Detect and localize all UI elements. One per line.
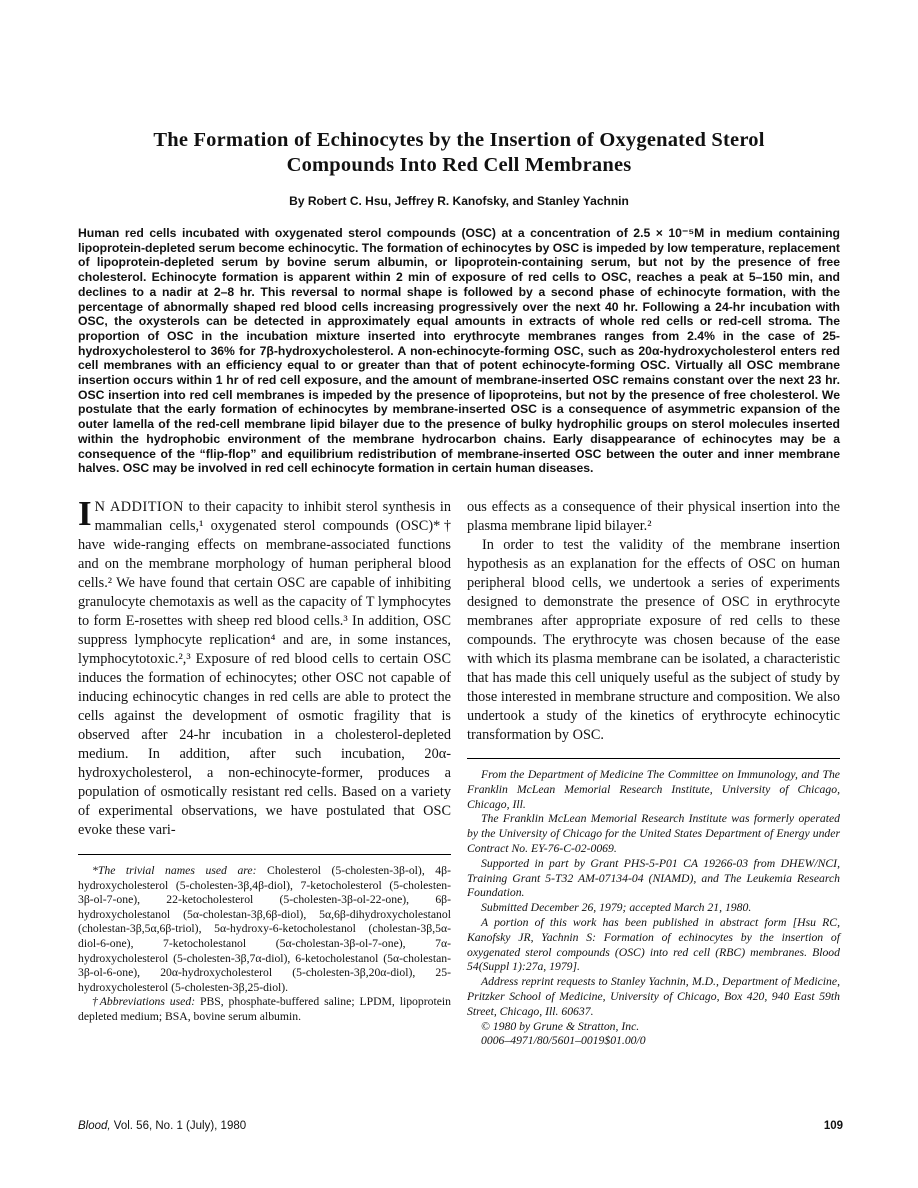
- intro-paragraph: [78, 493, 451, 840]
- footnote-abbrev-label: †Abbreviations used:: [92, 995, 196, 1009]
- footnote-abbreviations: [78, 995, 451, 1024]
- affiliation-block: [467, 758, 840, 1049]
- right-column: [467, 498, 840, 1049]
- footnote-abbrev-text: PBS, phosphate-buffered saline; LPDM, lipoprotein depleted medium; BSA, bovine serum albumin.: [78, 995, 451, 1023]
- continuation-paragraph: ous effects as a consequence of their physical insertion into the plasma membrane lipid bilayer.²: [467, 498, 840, 534]
- body-paragraph: In order to test the validity of the membrane insertion hypothesis as an explanation for the effects of OSC on human peripheral blood cells, we undertook a series of experiments designed to demonstrate the presence of OSC in erythrocyte membranes after appropriate exposure of red cells to these compounds. The erythrocyte was chosen because of the ease with which its plasma membrane can be isolated, a characteristic that has made this cell uniquely useful as the subject of study by those interested in membrane structure and composition. We also undertook a study of the kinetics of erythrocyte echinocytic transformation by OSC.: [467, 536, 840, 743]
- right-column-text: [467, 498, 840, 745]
- intro-lead-caps: N ADDITION: [94, 498, 184, 515]
- article-title: [78, 128, 840, 178]
- footer-journal-name: Blood,: [78, 1120, 111, 1132]
- affiliation-paragraph: The Franklin McLean Memorial Research Institute was formerly operated by the University of Chicago for the United States Department of Energy under Contract No. EY-76-C-02-0069.: [467, 812, 840, 855]
- byline: By Robert C. Hsu, Jeffrey R. Kanofsky, and Stanley Yachnin: [289, 194, 629, 208]
- footnote-block: [78, 854, 451, 1025]
- affiliation-paragraph: A portion of this work has been published in abstract form [Hsu RC, Kanofsky JR, Yachnin S: Formation of echinocytes by the insertion of oxygenated sterol compounds (OSC) into red cell (RBC) membranes. Blood 54(Suppl 1):27a, 1979].: [467, 915, 840, 974]
- copyright-line: © 1980 by Grune & Stratton, Inc.: [481, 1019, 640, 1033]
- affiliation-paragraph: From the Department of Medicine The Committee on Immunology, and The Franklin McLean Memorial Research Institute, University of Chicago, Chicago, Ill.: [467, 767, 840, 811]
- two-column-body: [78, 493, 840, 1049]
- drop-cap: I: [78, 493, 92, 533]
- page-content: [78, 128, 840, 1049]
- footer-journal-info: Vol. 56, No. 1 (July), 1980: [110, 1120, 247, 1132]
- left-column: [78, 493, 451, 1049]
- intro-paragraph-text: to their capacity to inhibit sterol synthesis in mammalian cells,¹ oxygenated sterol compounds (OSC)*† have wide-ranging effects on membrane-associated functions and on the membrane morphology of human peripheral blood cells.² We have found that certain OSC are capable of inhibiting granulocyte chemotaxis as well as the capacity of T lymphocytes to form E-rosettes with sheep red blood cells.³ In addition, OSC suppress lymphocyte replication⁴ and are, in some instances, lymphocytotoxic.²,³ Exposure of red blood cells to certain OSC induces the formation of echinocytes; other OSC not capable of inducing echinocytic changes in red cells are able to protect the cells against the development of osmotic fragility that is observed after 24-hr incubation in a cholesterol-depleted medium. In addition, after such incubation, 20α-hydroxycholesterol, a non-echinocyte-former, produces a population of osmotically resistant red cells. Based on a variety of experimental observations, we have postulated that OSC evoke these vari-: [78, 498, 451, 838]
- left-column-text: [78, 493, 451, 840]
- affiliation-paragraph: Submitted December 26, 1979; accepted March 21, 1980.: [481, 901, 752, 915]
- footer-page-number: 109: [823, 1120, 843, 1132]
- page-footer: [78, 1120, 843, 1132]
- issn-line: 0006–4971/80/5601–0019$01.00/0: [481, 1034, 646, 1048]
- footnote-trivial-text: Cholesterol (5-cholesten-3β-ol), 4β-hydroxycholesterol (5-cholesten-3β,4β-diol), 7-ketocholesterol (5-cholesten-3β-ol-7-one), 22-ketocholesterol (5-cholesten-3β-ol-22-one), 6β-hydroxycholestanol (5α-cholestan-3β,6β-diol), 5α,6β-dihydroxycholestanol (cholestan-3β,5α,6β-triol), 5α-hydroxy-6-ketocholestanol (cholestan-3β,5α-diol-6-one), 7-ketocholestanol (5α-cholestan-3β-ol-7-one), 7α-hydroxycholesterol (5-cholesten-3β,7α-diol), 6-ketocholestanol (5α-cholestan-3β-ol-6-one), 20α-hydroxycholesterol (5-cholesten-3β,20α-diol), 25-hydroxycholesterol (5-cholesten-3β,25-diol).: [78, 863, 451, 994]
- article-title-line1: The Formation of Echinocytes by the Insertion of Oxygenated Sterol: [153, 129, 765, 151]
- footnote-trivial-names: [78, 864, 451, 995]
- affiliation-paragraph: Address reprint requests to Stanley Yachnin, M.D., Department of Medicine, Pritzker School of Medicine, University of Chicago, Box 420, 940 East 59th Street, Chicago, Ill. 60637.: [467, 975, 840, 1018]
- footnote-trivial-label: *The trivial names used are:: [92, 863, 257, 877]
- article-title-line2: Compounds Into Red Cell Membranes: [286, 154, 632, 176]
- affiliation-paragraph: Supported in part by Grant PHS-5-P01 CA 19266-03 from DHEW/NCI, Training Grant 5-T32 AM-07134-04 (NIAMD), and The Leukemia Research Foundation.: [467, 856, 840, 900]
- footer-journal: [78, 1120, 246, 1132]
- abstract: Human red cells incubated with oxygenated sterol compounds (OSC) at a concentration of 2.5 × 10⁻⁵M in medium containing lipoprotein-depleted serum become echinocytic. The formation of echinocytes by OSC is impeded by low temperature, replacement of lipoprotein-depleted serum by bovine serum albumin, or lipoprotein-containing serum, but not by the presence of free cholesterol. Echinocyte formation is apparent within 2 min of exposure of red cells to OSC, reaches a peak at 5–150 min, and declines to a nadir at 2–8 hr. This reversal to normal shape is followed by a second phase of echinocyte formation, with the percentage of abnormally shaped red blood cells increasing progressively over the next 40 hr. Following a 24-hr incubation with OSC, the oxysterols can be detected in approximately equal amounts in extracts of whole red cells or red-cell stroma. The proportion of OSC in the incubation mixture inserted into erythrocyte membranes ranges from 2.4% in the case of 25-hydroxycholesterol to 36% for 7β-hydroxycholesterol. A non-echinocyte-forming OSC, such as 20α-hydroxycholesterol enters red cell membranes with an efficiency equal to or greater than that of potent echinocyte-forming OSC. Virtually all OSC membrane insertion occurs within 1 hr of red cell exposure, and the amount of membrane-inserted OSC remains constant over the next 23 hr. OSC insertion into red cell membranes is impeded by the presence of lipoproteins, but not by the presence of free cholesterol. We postulate that the early formation of echinocytes by membrane-inserted OSC is a consequence of asymmetric expansion of the outer lamella of the red-cell membrane lipid bilayer due to the presence of bulky hydrophilic groups on sterol molecules inserted within the hydrophobic environment of the membrane hydrocarbon chains. Early disappearance of echinocytes may be a consequence of the “flip-flop” and equilibrium redistribution of membrane-inserted OSC between the outer and inner membrane halves. OSC may be involved in red cell echinocyte formation in certain human diseases.: [78, 226, 840, 476]
